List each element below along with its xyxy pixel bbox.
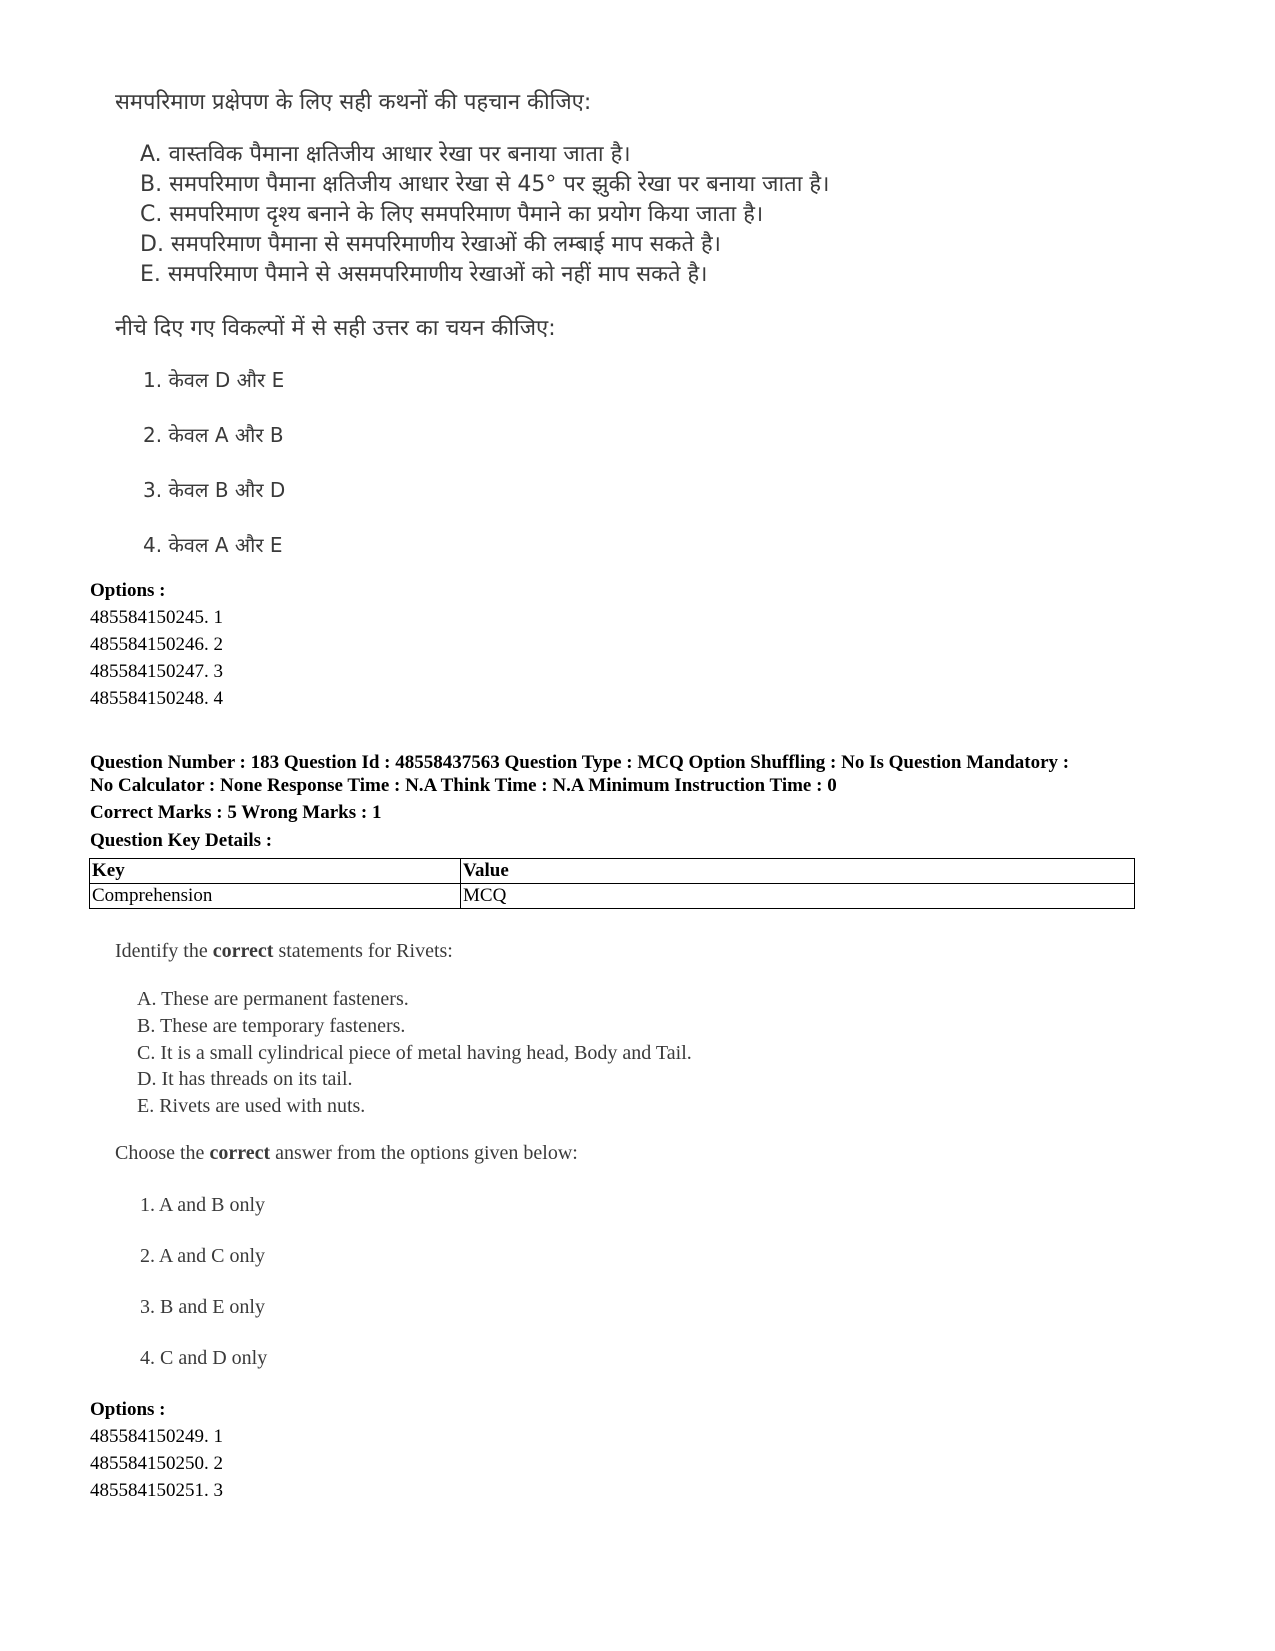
option-row: 485584150245. 1	[90, 607, 223, 628]
statement-e: E. समपरिमाण पैमाने से असमपरिमाणीय रेखाओं को नहीं माप सकते है।	[140, 262, 708, 287]
key-details-table	[89, 858, 1135, 909]
question-prompt: Identify the correct statements for Rivets:	[115, 940, 453, 962]
option-row: 485584150251. 3	[90, 1480, 223, 1501]
statement-d: D. समपरिमाण पैमाना से समपरिमाणीय रेखाओं की लम्बाई माप सकते है।	[140, 232, 721, 257]
question-meta-line1: Question Number : 183 Question Id : 48558437563 Question Type : MCQ Option Shuffling : No Is Question Mandatory :	[90, 752, 1070, 773]
statement-a: A. वास्तविक पैमाना क्षतिजीय आधार रेखा पर बनाया जाता है।	[140, 142, 631, 167]
table-header-key: Key	[90, 859, 461, 884]
question-meta-line2: No Calculator : None Response Time : N.A Think Time : N.A Minimum Instruction Time : 0	[90, 775, 837, 796]
table-row	[90, 884, 1135, 909]
choose-prompt: Choose the correct answer from the options given below:	[115, 1142, 578, 1164]
statement-a: A. These are permanent fasteners.	[137, 988, 409, 1010]
option-row: 485584150246. 2	[90, 634, 223, 655]
question-prompt: समपरिमाण प्रक्षेपण के लिए सही कथनों की पहचान कीजिए:	[115, 90, 592, 115]
table-cell-value: MCQ	[461, 884, 1135, 909]
choice-4: 4. C and D only	[140, 1347, 268, 1369]
choice-3: 3. B and E only	[140, 1296, 265, 1318]
choice-4: 4. केवल A और E	[143, 533, 283, 557]
marks-line: Correct Marks : 5 Wrong Marks : 1	[90, 802, 382, 823]
question-183-image	[115, 935, 815, 1375]
statement-b: B. समपरिमाण पैमाना क्षतिजीय आधार रेखा से 45° पर झुकी रेखा पर बनाया जाता है।	[140, 172, 830, 197]
option-row: 485584150249. 1	[90, 1426, 223, 1447]
statement-b: B. These are temporary fasteners.	[137, 1015, 406, 1037]
choice-3: 3. केवल B और D	[143, 478, 286, 502]
choice-2: 2. A and C only	[140, 1245, 266, 1267]
choice-1: 1. A and B only	[140, 1194, 266, 1216]
choice-1: 1. केवल D और E	[143, 368, 285, 392]
statement-d: D. It has threads on its tail.	[137, 1068, 353, 1090]
statement-c: C. समपरिमाण दृश्य बनाने के लिए समपरिमाण पैमाने का प्रयोग किया जाता है।	[140, 202, 764, 227]
option-row: 485584150247. 3	[90, 661, 223, 682]
table-header-row	[90, 859, 1135, 884]
options-label: Options :	[90, 580, 166, 601]
question-182-image	[115, 80, 915, 590]
option-row: 485584150248. 4	[90, 688, 223, 709]
key-details-label: Question Key Details :	[90, 830, 273, 851]
option-row: 485584150250. 2	[90, 1453, 223, 1474]
options-label: Options :	[90, 1399, 166, 1420]
table-header-value: Value	[461, 859, 1135, 884]
statement-c: C. It is a small cylindrical piece of metal having head, Body and Tail.	[137, 1042, 692, 1064]
choice-2: 2. केवल A और B	[143, 423, 284, 447]
choose-prompt: नीचे दिए गए विकल्पों में से सही उत्तर का चयन कीजिए:	[115, 316, 556, 341]
statement-e: E. Rivets are used with nuts.	[137, 1095, 366, 1117]
table-cell-key: Comprehension	[90, 884, 461, 909]
